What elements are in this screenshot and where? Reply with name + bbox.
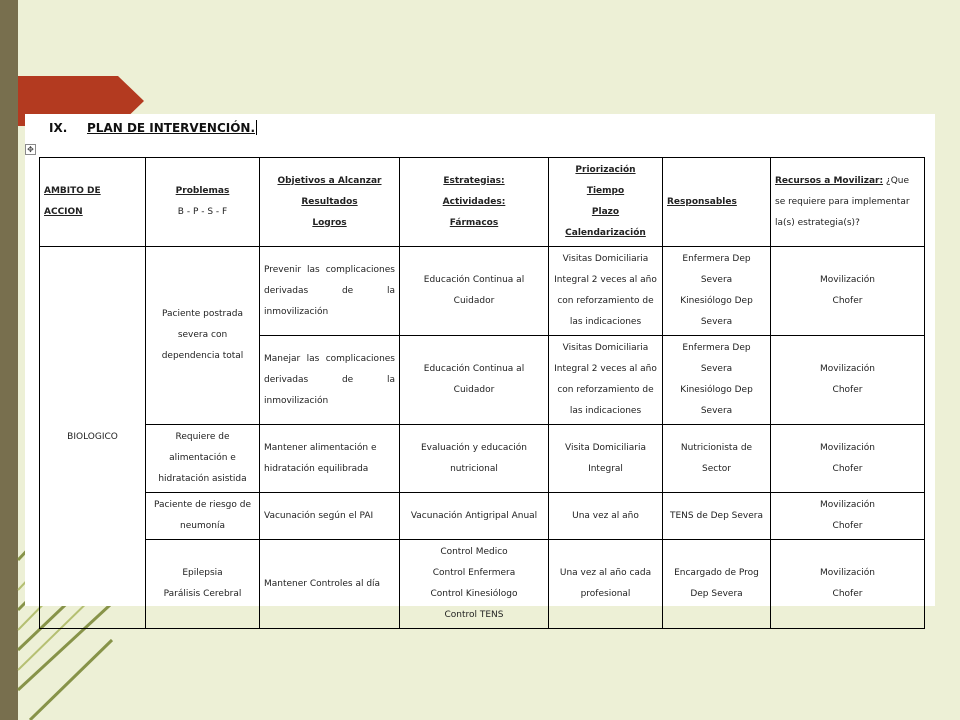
responsables-line: Encargado de Prog <box>674 568 759 578</box>
recursos-cell <box>771 540 925 629</box>
header-priorizacion <box>549 158 663 247</box>
table-move-handle-icon[interactable]: ✥ <box>25 144 36 155</box>
objetivo-cell: Manejar las complicaciones derivadas de la inmovilización <box>260 336 400 425</box>
header-estrategias-line-3: Fármacos <box>449 217 499 228</box>
responsables-line: Dep Severa <box>690 589 743 599</box>
responsables-line: Severa <box>700 406 733 416</box>
intervention-plan-table <box>39 157 925 629</box>
responsables-line: Enfermera Dep <box>682 254 751 264</box>
responsables-line: Kinesiólogo Dep <box>680 296 753 306</box>
recursos-line: Chofer <box>832 296 863 306</box>
problema-cell: Paciente de riesgo de neumonía <box>146 493 260 540</box>
recursos-line: Movilización <box>820 442 875 453</box>
recursos-line: Chofer <box>832 589 863 599</box>
tiempo-cell: Una vez al año cada profesional <box>549 540 663 629</box>
estrategia-cell: Vacunación Antigripal Anual <box>400 493 549 540</box>
responsables-cell <box>663 425 771 493</box>
responsables-cell: TENS de Dep Severa <box>663 493 771 540</box>
text-cursor <box>256 120 257 135</box>
document-page <box>25 114 935 620</box>
ambito-cell: BIOLOGICO <box>40 247 146 629</box>
estrategia-cell: Evaluación y educación nutricional <box>400 425 549 493</box>
header-recursos-bold: Recursos a Movilizar: <box>775 175 884 186</box>
estrategia-line: Control Enfermera <box>432 568 516 578</box>
section-heading <box>49 120 257 135</box>
responsables-line: Kinesiólogo Dep <box>680 385 753 395</box>
recursos-line: Chofer <box>832 385 863 395</box>
recursos-cell <box>771 247 925 336</box>
header-objetivos-line-2: Resultados <box>301 196 358 207</box>
problema-cell <box>146 540 260 629</box>
recursos-line: Movilización <box>820 275 875 285</box>
estrategia-line: Control Kinesiólogo <box>430 589 518 599</box>
estrategia-line: Control Medico <box>440 547 508 557</box>
responsables-line: Enfermera Dep <box>682 343 751 353</box>
header-objetivos-line-3: Logros <box>312 217 347 228</box>
responsables-line: Severa <box>700 364 733 374</box>
header-objetivos <box>260 158 400 247</box>
header-objetivos-line-1: Objetivos a Alcanzar <box>277 175 382 186</box>
responsables-cell <box>663 540 771 629</box>
responsables-line: Nutricionista de <box>680 442 753 453</box>
table-row <box>40 540 925 629</box>
header-priorizacion-line-2: Tiempo <box>586 186 625 196</box>
table-row <box>40 493 925 540</box>
recursos-line: Chofer <box>832 463 863 474</box>
section-number: IX. <box>49 121 68 135</box>
table-row <box>40 425 925 493</box>
problema-cell: Requiere de alimentación e hidratación asistida <box>146 425 260 493</box>
objetivo-cell: Mantener alimentación e hidratación equilibrada <box>260 425 400 493</box>
estrategia-line: Control TENS <box>444 610 504 620</box>
tiempo-cell: Visitas Domiciliaria Integral 2 veces al año con reforzamiento de las indicaciones <box>549 336 663 425</box>
problema-line: Parálisis Cerebral <box>163 589 242 599</box>
recursos-line: Chofer <box>832 521 863 531</box>
header-problemas-title: Problemas <box>175 186 230 196</box>
objetivo-cell: Vacunación según el PAI <box>260 493 400 540</box>
recursos-line: Movilización <box>820 364 875 374</box>
header-problemas-sub: B - P - S - F <box>177 207 228 217</box>
header-ambito: AMBITO DE ACCION <box>40 158 146 247</box>
header-priorizacion-line-3: Plazo Calendarización <box>565 207 646 238</box>
problema-line: Epilepsia <box>182 568 223 578</box>
recursos-line: Movilización <box>820 500 875 510</box>
header-recursos <box>771 158 925 247</box>
estrategia-cell <box>400 540 549 629</box>
recursos-line: Movilización <box>820 568 875 578</box>
table-row <box>40 247 925 336</box>
responsables-line: Sector <box>702 463 731 474</box>
objetivo-cell: Prevenir las complicaciones derivadas de la inmovilización <box>260 247 400 336</box>
responsables-cell <box>663 247 771 336</box>
estrategia-cell: Educación Continua al Cuidador <box>400 336 549 425</box>
responsables-line: Severa <box>700 275 733 285</box>
tiempo-cell: Visita Domiciliaria Integral <box>549 425 663 493</box>
header-responsables: Responsables <box>663 158 771 247</box>
recursos-cell <box>771 493 925 540</box>
header-problemas <box>146 158 260 247</box>
tiempo-cell: Visitas Domiciliaria Integral 2 veces al año con reforzamiento de las indicaciones <box>549 247 663 336</box>
responsables-cell <box>663 336 771 425</box>
header-estrategias-line-1: Estrategias: <box>443 175 505 186</box>
responsables-line: Severa <box>700 317 733 327</box>
header-recursos-rest: ¿Que se requiere para implementar la(s) estrategia(s)? <box>775 175 910 228</box>
section-title: PLAN DE INTERVENCIÓN. <box>87 121 256 135</box>
estrategia-cell: Educación Continua al Cuidador <box>400 247 549 336</box>
recursos-cell <box>771 425 925 493</box>
tiempo-cell: Una vez al año <box>549 493 663 540</box>
objetivo-cell: Mantener Controles al día <box>260 540 400 629</box>
header-row <box>40 158 925 247</box>
problema-cell: Paciente postrada severa con dependencia total <box>146 247 260 425</box>
header-estrategias-line-2: Actividades: <box>442 196 506 207</box>
header-priorizacion-line-1: Priorización <box>575 165 636 175</box>
header-estrategias <box>400 158 549 247</box>
recursos-cell <box>771 336 925 425</box>
